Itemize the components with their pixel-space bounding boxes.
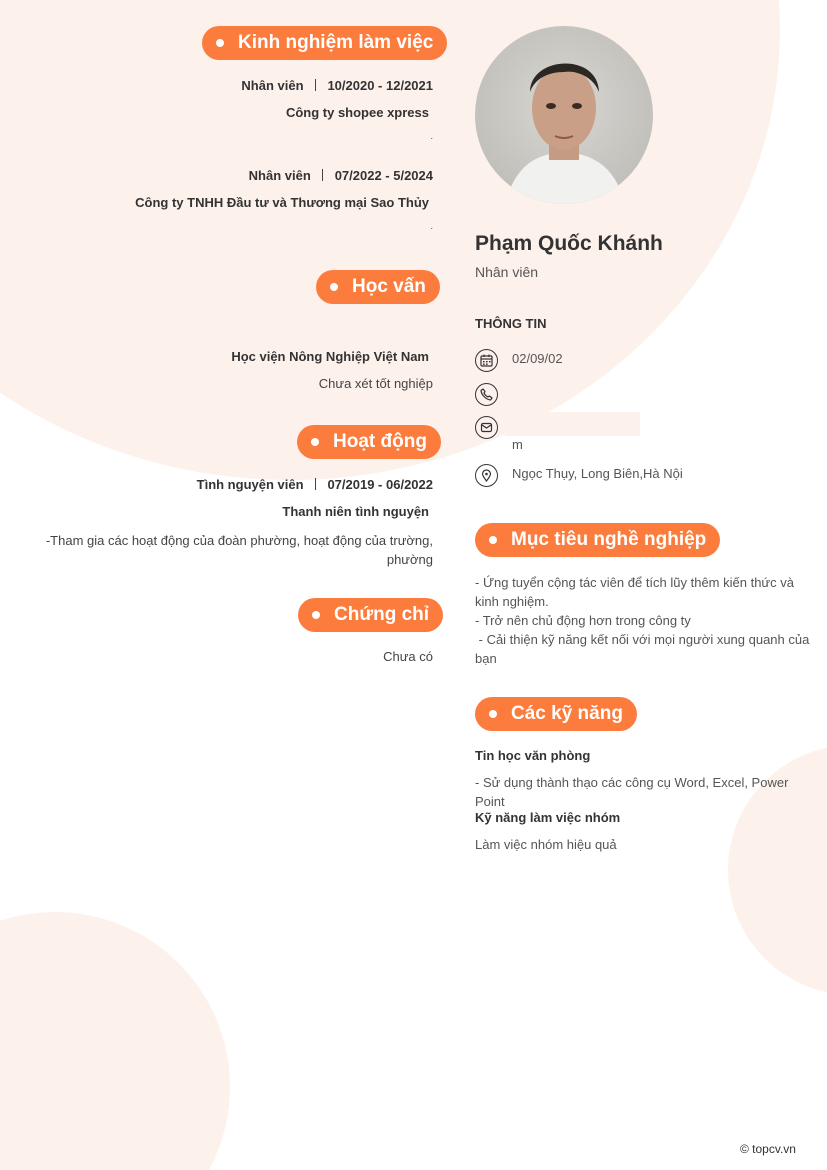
info-email-fragment: m bbox=[512, 437, 523, 452]
skill-description: - Sử dụng thành thạo các công cụ Word, Excel, Power Point bbox=[475, 775, 789, 809]
profile-name: Phạm Quốc Khánh bbox=[475, 232, 663, 255]
profile-photo bbox=[475, 26, 653, 204]
bullet-dot bbox=[216, 39, 224, 47]
bullet-dot bbox=[489, 710, 497, 718]
objective-text bbox=[475, 573, 815, 668]
experience-item-2-header bbox=[249, 167, 433, 185]
divider bbox=[315, 478, 316, 490]
section-header-certificates bbox=[298, 598, 443, 632]
phone-icon bbox=[475, 383, 498, 406]
divider bbox=[322, 169, 323, 181]
section-header-objective bbox=[475, 523, 720, 557]
bullet-dot bbox=[489, 536, 497, 544]
section-header-skills bbox=[475, 697, 637, 731]
section-header-experience bbox=[202, 26, 447, 60]
experience-company: Công ty shopee xpress bbox=[285, 105, 429, 120]
section-title: Mục tiêu nghề nghiệp bbox=[511, 529, 707, 550]
section-title: Hoạt động bbox=[333, 431, 427, 452]
objective-line: - Trở nên chủ động hơn trong công ty bbox=[475, 613, 691, 628]
activity-org: Thanh niên tình nguyện bbox=[282, 504, 429, 519]
section-title: Chứng chỉ bbox=[334, 604, 430, 625]
experience-position: Nhân viên bbox=[241, 78, 304, 93]
bullet-dot bbox=[330, 283, 338, 291]
experience-note: . bbox=[430, 221, 433, 231]
info-birthday: 02/09/02 bbox=[512, 351, 563, 366]
experience-note: . bbox=[430, 131, 433, 141]
activity-header bbox=[197, 476, 433, 494]
experience-position: Nhân viên bbox=[248, 168, 311, 183]
experience-company: Công ty TNHH Đầu tư và Thương mại Sao Thủy bbox=[135, 195, 429, 210]
objective-line: - Ứng tuyển cộng tác viên để tích lũy thêm kiến thức và kinh nghiệm. bbox=[475, 575, 794, 609]
education-school: Học viện Nông Nghiệp Việt Nam bbox=[231, 349, 429, 364]
skill-name: Kỹ năng làm việc nhóm bbox=[475, 810, 621, 825]
bullet-dot bbox=[312, 611, 320, 619]
experience-period: 07/2022 - 5/2024 bbox=[334, 168, 433, 183]
location-pin-icon bbox=[475, 464, 498, 487]
education-status: Chưa xét tốt nghiệp bbox=[318, 376, 433, 391]
calendar-icon bbox=[475, 349, 498, 372]
experience-item-1-header bbox=[241, 77, 433, 95]
profile-role: Nhân viên bbox=[475, 264, 539, 280]
skill-description: Làm việc nhóm hiệu quả bbox=[475, 837, 617, 852]
objective-line: - Cải thiện kỹ năng kết nối với mọi người xung quanh của bạn bbox=[475, 632, 813, 666]
section-header-activities bbox=[297, 425, 441, 459]
info-title: THÔNG TIN bbox=[475, 316, 547, 331]
activity-role: Tình nguyện viên bbox=[196, 477, 304, 492]
avatar-portrait bbox=[475, 26, 653, 204]
section-title: Học vấn bbox=[352, 276, 426, 297]
section-title: Kinh nghiệm làm việc bbox=[238, 32, 434, 53]
activity-period: 07/2019 - 06/2022 bbox=[327, 477, 433, 492]
certificates-value: Chưa có bbox=[383, 649, 433, 664]
activity-description: -Tham gia các hoạt động của đoàn phường, hoạt động của trường, phường bbox=[45, 533, 433, 567]
email-icon bbox=[475, 416, 498, 439]
section-header-education bbox=[316, 270, 440, 304]
redacted-email-area bbox=[505, 412, 640, 436]
skill-name: Tin học văn phòng bbox=[475, 748, 591, 763]
experience-period: 10/2020 - 12/2021 bbox=[327, 78, 433, 93]
section-title: Các kỹ năng bbox=[511, 703, 623, 724]
footer-brand: © topcv.vn bbox=[740, 1142, 796, 1156]
divider bbox=[315, 79, 316, 91]
info-address: Ngọc Thụy, Long Biên,Hà Nội bbox=[512, 466, 683, 481]
bullet-dot bbox=[311, 438, 319, 446]
